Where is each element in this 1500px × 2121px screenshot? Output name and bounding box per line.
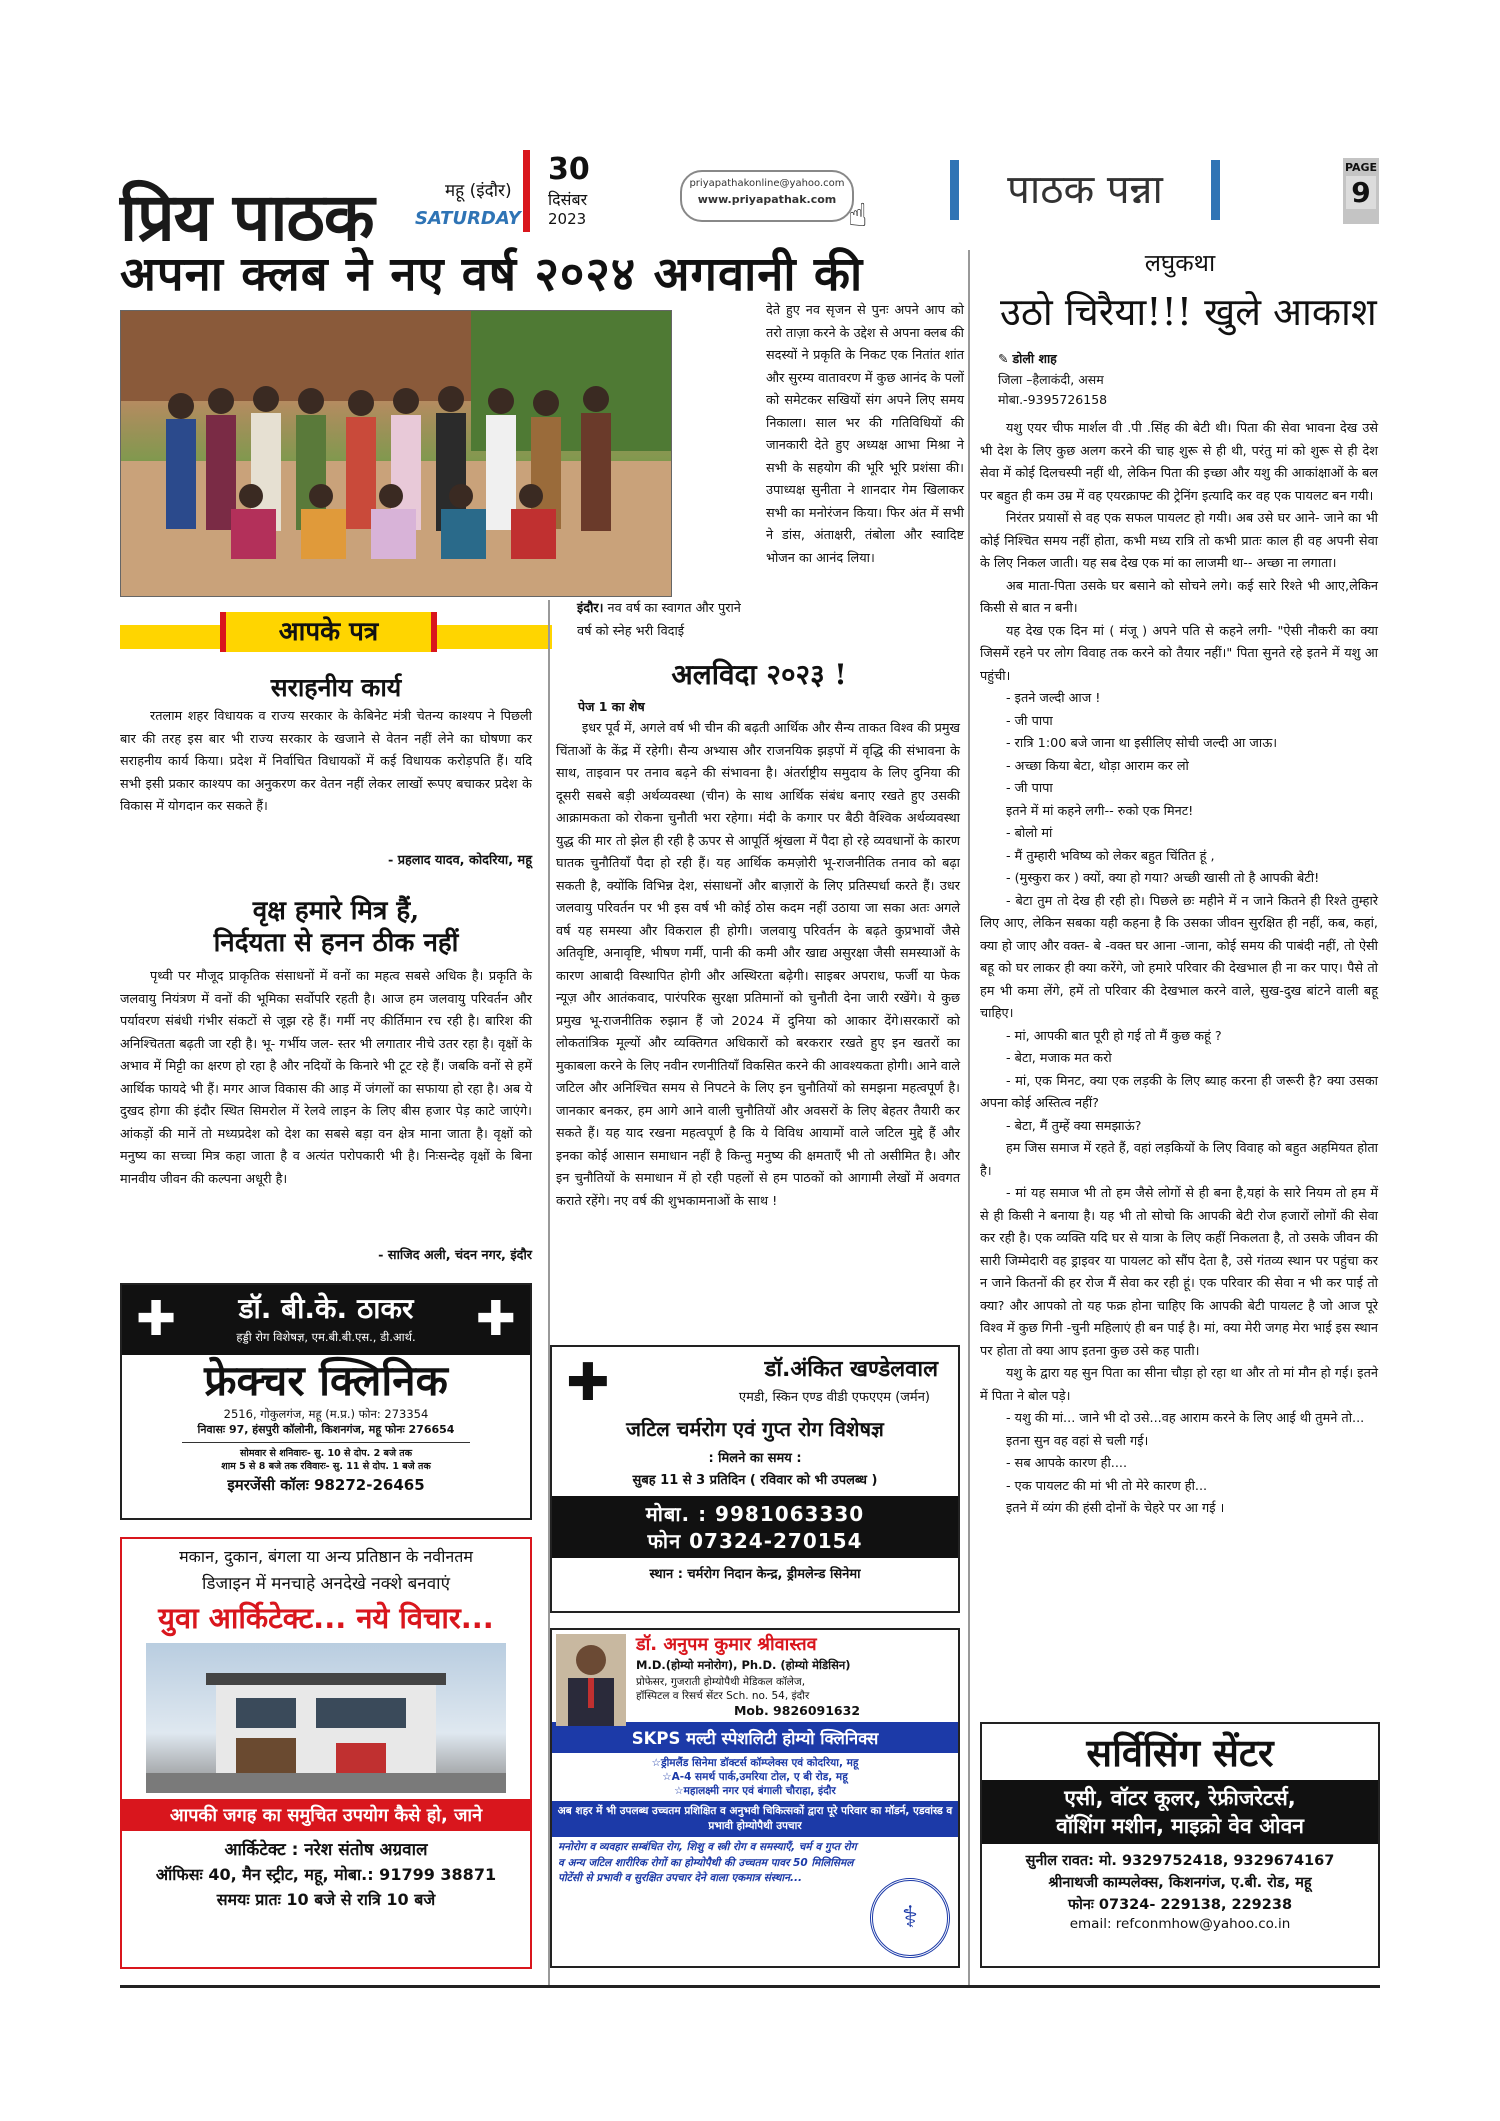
ad-skin-clinic	[550, 1345, 960, 1613]
group-photo	[120, 310, 672, 597]
masthead-day: SATURDAY	[415, 208, 521, 229]
cross-icon: ✚	[566, 1353, 610, 1413]
story-dialogue: इतने में व्यंग की हंसी दोनों के चेहरे पर आ गई ।	[1006, 1501, 1225, 1516]
photo-caption-text: नव वर्ष का स्वागत और पुराने वर्ष को स्नेह भरी विदाई	[577, 601, 741, 639]
letter1-body: रतलाम शहर विधायक व राज्य सरकार के केबिनेट मंत्री चेतन्य काश्यप ने पिछली बार की तरह इस बार भी राज्य सरकार के खजाने से वेतन नहीं लेने का घोषणा कर सराहनीय कार्य किया। प्रदेश में निर्वाचित विधायकों में कई विधायक करोड़पति हैं। यदि सभी इसी प्रकार काश्यप का अनुकरण कर वेतन नहीं लेकर लाखों रूपए बचाकर प्रदेश के विकास में योगदान कर सकते हैं।	[120, 709, 532, 814]
ad-architect	[120, 1537, 532, 1969]
lead-column-text: देते हुए नव सृजन से पुनः अपने आप को तरो ताज़ा करने के उद्देश से अपना क्लब की सदस्यों ने प्रकृति के निकट एक नितांत शांत और सुरम्य वातावरण में कुछ आनंद के पलों को समेटकर सखियों संग अपने लिए समय निकाला। साल भर की गतिविधियों की जानकारी देते हुए अध्यक्ष आभा मिश्रा ने सभी के सहयोग की भूरि भूरि प्रशंसा की। उपाध्यक्ष सुनीता ने शानदार गेम खिलाकर सभी का मनोरंजन किया। फिर अंत में सभी ने डांस, अंताक्षरी, तंबोला और स्वादिष्ट भोजन का आनंद लिया।	[766, 303, 964, 566]
ad-ankit-mobile: मोबा. : 9981063330	[645, 1502, 865, 1526]
ad-ankit-specialty: जटिल चर्मरोग एवं गुप्त रोग विशेषज्ञ	[626, 1417, 884, 1441]
story-paragraph: यशु के द्वारा यह सुन पिता का सीना चौड़ा हो रहा था और तो मां मौन हो गई। इतने में पिता ने बोल पड़े।	[980, 1366, 1378, 1404]
masthead-divider	[523, 150, 530, 232]
story-paragraph: - (मुस्कुरा कर ) क्यों, क्या हो गया? अच्छी खासी तो है आपकी बेटी!	[1006, 871, 1320, 886]
date-month: दिसंबर	[548, 190, 588, 209]
story-paragraph: यह देख एक दिन मां ( मंजू ) अपने पति से कहने लगी- "ऐसी नौकरी का क्या जिसमें रहने पर लोग विवाह तक करने को तैयार नहीं।" पिता सुनते रहे इतने में यशु आ पहुंची।	[980, 623, 1378, 684]
letter2-body: पृथ्वी पर मौजूद प्राकृतिक संसाधनों में वनों का महत्व सबसे अधिक है। प्रकृति के जलवायु नियंत्रण में वनों की भूमिका सर्वोपरि रहती है। आज हम जलवायु परिवर्तन और पर्यावरण संबंधी गंभीर संकटों से जूझ रहे हैं। गर्मी नए कीर्तिमान रच रही है। बारिश की अनिश्चितता बढ़ती जा रही है। भू- गर्भीय जल- स्तर भी लगातार नीचे उतर रहा है। वृक्षों के अभाव में मिट्टी का क्षरण हो रहा है और नदियों के किनारे भी टूट रहे हैं। जबकि वनों से हमें आर्थिक फायदे भी हैं। मगर आज विकास की आड़ में जंगलों का सफाया हो रहा है। अब ये दुखद होगा की इंदौर स्थित सिमरोल में रेलवे लाइन के लिए बीस हजार पेड़ काटे जाएंगे। आंकड़ों की मानें तो मध्यप्रदेश को देश का सबसे बड़ा वन क्षेत्र माना जाता है। वृक्षों को मनुष्य का सच्चा मित्र कहा जाता है व अत्यंत परोपकारी भी है। निःसन्देह वृक्षों के बिना मानवीय जीवन की कल्पना अधूरी है।	[120, 969, 532, 1187]
story-dialogue: - बेटा, मजाक मत करो	[1006, 1051, 1112, 1066]
ad-arch-top1: मकान, दुकान, बंगला या अन्य प्रतिष्ठान के नवीनतम	[179, 1547, 473, 1566]
story-paragraph: - मां, एक मिनट, क्या एक लड़की के लिए ब्याह करना ही जरूरी है? क्या उसका अपना कोई अस्तित्व नहीं?	[980, 1073, 1378, 1111]
page-bottom-rule	[120, 1985, 1380, 1988]
masthead-website: www.priyapathak.com	[697, 193, 837, 206]
story-dialogue: इतने में मां कहने लगी-- रुको एक मिनट!	[1006, 803, 1194, 819]
ad-anupam-band2: अब शहर में भी उपलब्ध उच्चतम प्रशिक्षित व अनुभवी चिकित्सकों द्वारा पूरे परिवार का मॉडर्न, एडवांस्ड व प्रभावी होम्योपैथी उपचार	[552, 1801, 958, 1837]
story-dialogue: - जी पापा	[1006, 713, 1053, 729]
ad-service-line1: एसी, वॉटर कूलर, रेफ्रीजरेटर्स,	[1064, 1786, 1296, 1810]
ad-thakar-clinic: फ्रेक्चर क्लिनिक	[204, 1356, 448, 1405]
page-number-box	[1343, 158, 1379, 224]
story-title: उठो चिरैया!!! खुले आकाश	[1000, 290, 1377, 334]
alvida-kicker: पेज 1 का शेष	[578, 699, 645, 714]
ad-anupam-name: डॉ. अनुपम कुमार श्रीवास्तव	[636, 1634, 817, 1655]
letter1-author: - प्रहलाद यादव, कोदरिया, महू	[387, 853, 532, 868]
ad-arch-time: समयः प्रातः 10 बजे से रात्रि 10 बजे	[216, 1890, 436, 1909]
story-phone: मोबा.-9395726158	[998, 392, 1108, 407]
ad-arch-top2: डिजाइन में मनचाहे अनदेखे नक्शे बनवाएं	[202, 1574, 450, 1594]
ad-service-band	[982, 1780, 1378, 1844]
ad-anupam-mob: Mob. 9826091632	[733, 1703, 861, 1718]
ad-thakar-residence: निवासः 97, हंसपुरी कॉलोनी, किशनगंज, महू फोनः 276654	[197, 1423, 455, 1436]
story-dialogue: इतना सुन वह वहां से चली गई।	[1006, 1433, 1149, 1449]
ad-service-contact: सुनील रावत: मो. 9329752418, 9329674167	[1025, 1853, 1335, 1869]
cross-icon: ✚	[136, 1291, 177, 1347]
ad-arch-office: ऑफिसः 40, मैन स्ट्रीट, महू, मोबा.: 91799 38871	[155, 1865, 497, 1884]
ad-service-email: email: refconmhow@yahoo.co.in	[1069, 1916, 1291, 1932]
date-year: 2023	[548, 210, 587, 228]
story-kicker: लघुकथा	[1144, 249, 1216, 277]
ad-service-phone: फोनः 07324- 229138, 229238	[1067, 1897, 1293, 1913]
ad-ankit-name: डॉ.अंकित खण्डेलवाल	[764, 1357, 938, 1382]
ad-ankit-place: स्थान : चर्मरोग निदान केन्द्र, ड्रीमलेन्ड सिनेमा	[649, 1567, 861, 1582]
story-dialogue: - अच्छा किया बेटा, थोड़ा आराम कर लो	[1006, 758, 1189, 774]
story-dialogue: - बोलो मां	[1006, 826, 1053, 841]
letters-title: आपके पत्र	[220, 612, 437, 652]
story-place: जिला –हैलाकंदी, असम	[998, 372, 1104, 387]
ad-anupam-addr1: ☆ड्रीमलैंड सिनेमा डॉक्टर्स कॉम्प्लेक्स एवं कोदरिया, महू	[651, 1757, 859, 1769]
page-label: PAGE	[1344, 161, 1378, 174]
story-body	[980, 418, 1378, 1521]
ad-anupam-addr3: ☆महालक्ष्मी नगर एवं बंगाली चौराहा, इंदौर	[674, 1785, 836, 1797]
story-dialogue: - सब आपके कारण ही....	[1006, 1456, 1128, 1471]
alvida-body: इधर पूर्व में, अगले वर्ष भी चीन की बढ़ती आर्थिक और सैन्य ताकत विश्व की प्रमुख चिंताओं के केंद्र में रहेगी। सैन्य अभ्यास और राजनयिक झड़पों में वृद्धि की संभावना के साथ, ताइवान पर तनाव बढ़ने की संभावना है। अंतर्राष्ट्रीय समुदाय के लिए दुनिया की दूसरी सबसे बड़ी अर्थव्यवस्था (चीन) के साथ आर्थिक संबंध बनाए रखते हुए उसकी आक्रामकता को रोकना चुनौती भरा रहेगा। मंदी के कगार पर बैठी वैश्विक अर्थव्यवस्था युद्ध की मार तो झेल ही रही है ऊपर से आपूर्ति श्रृंखला में पैदा हो रहे व्यवधानों के कारण घातक चुनौतियाँ पैदा हो रही हैं। यह आर्थिक कमज़ोरी भू-राजनीतिक तनाव को बढ़ा सकती है, क्योंकि विभिन्न देश, संसाधनों और बाज़ारों के लिए प्रतिस्पर्धा करते हैं। उधर जलवायु परिवर्तन पर भी इस वर्ष भी कोई ठोस कदम नहीं उठाया जा सका अतः अगले वर्ष यह समस्या और विकराल ही होगी। जलवायु परिवर्तन के बढ़ते कुप्रभावों जैसे अतिवृष्टि, अनावृष्टि, भीषण गर्मी, पानी की कमी और खाद्य असुरक्षा जैसी समस्याओं के कारण आबादी विस्थापित होगी और अस्थिरता बढ़ेगी। साइबर अपराध, फर्जी या फेक न्यूज़ और आतंकवाद, पारंपरिक सुरक्षा प्रतिमानों को चुनौती देना जारी रखेंगे। ये कुछ प्रमुख भू-राजनीतिक रुझान हैं जो 2024 में दुनिया को आकार देंगे।सरकारों को लोकतांत्रिक मूल्यों और व्यक्तिगत अधिकारों को बरकरार रखते हुए इन खतरों का मुकाबला करने के लिए नवीन रणनीतियाँ विकसित करने की आवश्यकता होगी। आने वाले जटिल और अनिश्चित समय से निपटने के लिए इन चुनौतियों को समझना महत्वपूर्ण है। जानकार बनकर, हम आगे आने वाली चुनौतियों और अवसरों के लिए बेहतर तैयारी कर सकते हैं। यह याद रखना महत्वपूर्ण है कि ये विविध आयामों वाले जटिल मुद्दे हैं और इनका कोई आसान समाधान नहीं है किन्तु मनुष्य की क्षमताएँ भी तो असीमित है। और इन चुनौतियों के समाधान में हो रही पहलों से हम पाठकों को आगामी लेखों में अवगत कराते रहेंगे। नए वर्ष की शुभकामनाओं के साथ !	[556, 721, 960, 1209]
ad-arch-band: आपकी जगह का समुचित उपयोग कैसे हो, जाने	[122, 1799, 530, 1831]
ad-anupam-qual: M.D.(होम्यो मनोरोग), Ph.D. (होम्यो मेडिसिन)	[636, 1658, 851, 1672]
ad-thakar-address: 2516, गोकुलगंज, महू (म.प्र.) फोन: 273354	[223, 1407, 429, 1421]
ad-thakar-name: डॉ. बी.के. ठाकर	[238, 1292, 414, 1325]
ad-arch-headline: युवा आर्किटेक्ट... नये विचार...	[158, 1601, 494, 1635]
masthead-email: priyapathakonline@yahoo.com	[689, 178, 845, 189]
letter2-title-line2: निर्दयता से हनन ठीक नहीं	[213, 928, 459, 958]
ad-homeopathy-clinic	[550, 1628, 960, 1968]
story-paragraph: हम जिस समाज में रहते हैं, वहां लड़कियों के लिए विवाह को बहुत अहमियत होता है।	[980, 1141, 1378, 1179]
story-paragraph: अब माता-पिता उसके घर बसाने को सोचने लगे। कई सारे रिश्ते भी आए,लेकिन किसी से बात न बनी।	[980, 578, 1378, 616]
caduceus-logo-icon: ⚕	[870, 1878, 950, 1958]
photo-caption-place: इंदौर।	[577, 601, 604, 616]
ad-anupam-addr2: ☆A-4 समर्थ पार्क,उमरिया टोल, ए बी रोड, महू	[662, 1771, 848, 1783]
story-paragraph: - बेटा तुम तो देख ही रही हो। पिछले छः महीने में न जाने कितने ही रिश्ते तुम्हारे लिए आए, लेकिन सबका यही कहना है कि उसका जीवन सुरक्षित ही नहीं, कब, कहां, क्या हो जाए और वक्त- बे -वक्त घर आना -जाना, कोई समय की पाबंदी नहीं, तो ऐसी बहू को घर लाकर ही क्या करेंगे, जो हमारे परिवार की देखभाल ही ना कर पाए। पैसे तो हम भी कमा लेंगे, हमें तो परिवार की देखभाल करने वाले, सुख-दुख बांटने वाली बहू चाहिए।	[980, 893, 1378, 1021]
story-dialogue: - एक पायलट की मां भी तो मेरे कारण ही...	[1006, 1478, 1208, 1494]
ad-servicing-center	[980, 1722, 1380, 1968]
ad-anupam-body: मनोरोग व व्यवहार सम्बंधित रोग, शिशु व स्त्री रोग व समस्याएँ, चर्म व गुप्त रोग व अन्य जटिल शारीरिक रोगों का होम्योपैथी की उच्चतम पावर 50 मिलिसिमल पोटेंसी से प्रभावी व सुरक्षित उपचार देने वाला एकमात्र संस्थान...	[558, 1841, 857, 1884]
story-paragraph: निरंतर प्रयासों से वह एक सफल पायलट हो गयी। अब उसे घर आने- जाने का भी कोई निश्चित समय नहीं होता, कभी मध्य रात्रि तो कभी प्रातः काल ही वह अपनी सेवा के लिए निकल जाती। यह सब देख एक मां का लाजमी था-- अच्छा ना लगाता।	[980, 511, 1378, 571]
alvida-title: अलविदा २०२३ !	[671, 658, 847, 691]
ad-anupam-prof1: प्रोफेसर, गुजराती होम्योपैथी मेडिकल कॉलेज,	[636, 1676, 806, 1688]
ad-anupam-prof2: हॉस्पिटल व रिसर्च सेंटर Sch. no. 54, इंदौर	[636, 1690, 810, 1702]
story-paragraph: - यशु की मां... जाने भी दो उसे...वह आराम करने के लिए आई थी तुमने तो...	[1006, 1411, 1365, 1426]
story-dialogue: - बेटा, मैं तुम्हें क्या समझाऊं?	[1006, 1118, 1142, 1134]
ad-service-title: सर्विसिंग सेंटर	[1086, 1730, 1274, 1775]
ad-ankit-phone: फोन 07324-270154	[647, 1529, 863, 1553]
ad-ankit-contact	[552, 1496, 958, 1558]
story-dialogue: - मां, आपकी बात पूरी हो गई तो मैं कुछ कहूं ?	[1006, 1028, 1222, 1044]
story-paragraph: - मां यह समाज भी तो हम जैसे लोगों से ही बना है,यहां के सारे नियम तो हम में से ही किसी ने बनाया है। यह भी तो सोचो कि आपकी बेटी रोज हजारों लोगों की सेवा कर रही है। एक व्यक्ति यदि घर से यात्रा के लिए कहीं निकलता है, तो उसके जीवन की सारी जिम्मेदारी वह ड्राइवर या पायलट को सौंप देता है, उसे गंतव्य स्थान पर पहुंचा कर न जाने कितनों की हर रोज मैं सेवा कर रही हूं। एक परिवार की सेवा न भी कर पाई तो क्या? और आपको तो यह फक्र होना चाहिए कि आपकी बेटी पायलट है जो आज पूरे विश्व में कुछ गिनी -चुनी महिलाएं ही बन पाई है। मां, क्या मेरी जगह मेरा भाई इस स्थान पर होता तो क्या आप इतना कुछ उसे कह पाती।	[980, 1186, 1378, 1359]
story-paragraph: यशु एयर चीफ मार्शल वी .पी .सिंह की बेटी थी। पिता की सेवा भावना देख उसे भी देश के लिए कुछ अलग करने की चाह शुरू से ही थी, परंतु मां को शुरू से ही देश सेवा में कोई दिलचस्पी नहीं थी, लेकिन पिता की इच्छा और यशु की आकांक्षाओं के बल पर बहुत ही कम उम्र में वह एयरक्राफ्ट की ट्रेनिंग इत्यादि कर वह एक पायलट बन गयी।	[980, 421, 1378, 504]
section-title: पाठक पन्ना	[950, 160, 1220, 220]
ad-ankit-qual: एमडी, स्किन एण्ड वीडी एफएएम (जर्मन)	[738, 1390, 930, 1405]
pointing-hand-icon: ☝	[848, 196, 868, 234]
story-author: डोली शाह	[1012, 351, 1057, 366]
ad-thakar-time1: सोमवार से शनिवारः- सु. 10 से दोप. 2 बजे तक	[239, 1448, 413, 1459]
ad-thakar-qual: हड्डी रोग विशेषज्ञ, एम.बी.बी.एस., डी.आर्थ.	[236, 1330, 416, 1344]
house-image	[146, 1643, 506, 1793]
date-day: 30	[548, 152, 590, 187]
ad-thakar-header	[122, 1285, 530, 1355]
ad-fracture-clinic	[120, 1283, 532, 1520]
pen-icon: ✎	[998, 351, 1013, 366]
column-rule	[968, 250, 970, 1985]
story-dialogue: - इतने जल्दी आज !	[1006, 691, 1101, 706]
ad-arch-architect: आर्किटेक्ट : नरेश संतोष अग्रवाल	[224, 1840, 428, 1860]
story-byline	[998, 350, 1107, 408]
page-number: 9	[1346, 176, 1376, 209]
masthead-city: महू (इंदौर)	[445, 181, 512, 201]
website-badge	[680, 170, 854, 222]
story-dialogue: - मैं तुम्हारी भविष्य को लेकर बहुत चिंतित हूं ,	[1006, 848, 1215, 864]
letter2-title-line1: वृक्ष हमारे मित्र हैं,	[252, 896, 420, 926]
ad-ankit-meet: : मिलने का समय :	[708, 1451, 802, 1466]
photo-caption	[577, 598, 757, 643]
ad-thakar-time2: शाम 5 से 8 बजे तक रविवारः- सु. 11 से दोप. 1 बजे तक	[221, 1461, 431, 1472]
lead-headline: अपना क्लब ने नए वर्ष २०२४ अगवानी की	[120, 247, 864, 302]
ad-service-line2: वॉशिंग मशीन, माइक्रो वेव ओवन	[1056, 1814, 1304, 1838]
ad-service-address: श्रीनाथजी काम्पलेक्स, किशनगंज, ए.बी. रोड, महू	[1048, 1875, 1312, 1891]
doctor-photo	[556, 1634, 626, 1726]
story-dialogue: - रात्रि 1:00 बजे जाना था इसीलिए सोची जल्दी आ जाऊ।	[1006, 736, 1278, 751]
story-dialogue: - जी पापा	[1006, 781, 1053, 796]
letter1-title: सराहनीय कार्य	[270, 673, 402, 702]
cross-icon: ✚	[475, 1291, 516, 1347]
letter2-author: - साजिद अली, चंदन नगर, इंदौर	[378, 1248, 532, 1263]
ad-anupam-band: SKPS मल्टी स्पेशलिटी होम्यो क्लिनिक्स	[552, 1722, 958, 1753]
ad-thakar-emergency: इमरजेंसी कॉलः 98272-26465	[227, 1476, 425, 1494]
masthead-logo: प्रिय पाठक	[120, 178, 374, 256]
letter2-title	[120, 895, 552, 959]
ad-ankit-time: सुबह 11 से 3 प्रतिदिन ( रविवार को भी उपलब्ध )	[632, 1473, 878, 1488]
